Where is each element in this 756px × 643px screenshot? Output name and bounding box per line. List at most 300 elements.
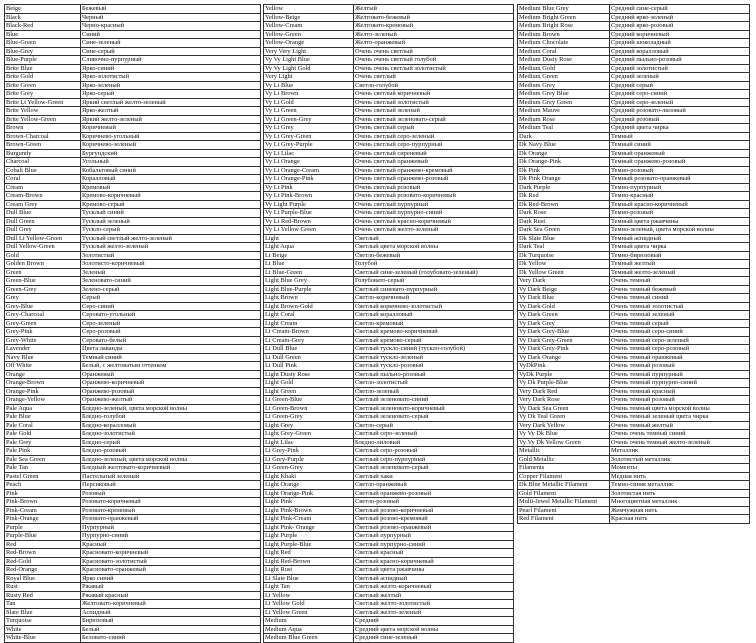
russian-color-name: Тусклый синий [81, 209, 261, 218]
table-row [264, 438, 514, 447]
russian-color-name: Тускло-серый [81, 226, 261, 235]
table-row [5, 73, 261, 82]
table-row [5, 192, 261, 201]
table-row [5, 515, 261, 524]
english-color-name: Lt Yellow [264, 591, 354, 600]
russian-color-name: Бледно-голубой [81, 413, 261, 422]
english-color-name: Lt Dull Green [264, 353, 354, 362]
english-color-name: Light Gold [264, 379, 354, 388]
table-row [264, 5, 514, 14]
table-row [5, 98, 261, 107]
english-color-name: Grey-Charcoal [5, 311, 81, 320]
english-color-name: Medium Green [518, 73, 610, 82]
russian-color-name: Жемчужная нить [610, 506, 750, 515]
russian-color-name: Очень светлый оранжево-кремовый [354, 166, 514, 175]
russian-color-name: Желтовато-бежевый [354, 13, 514, 22]
table-row [264, 81, 514, 90]
russian-color-name: Очень темный розовый [610, 396, 750, 405]
table-row [264, 98, 514, 107]
table-row [5, 183, 261, 192]
table-row [518, 413, 750, 422]
russian-color-name: Красновато-коричневый [81, 549, 261, 558]
table-row [5, 387, 261, 396]
table-row [5, 234, 261, 243]
russian-color-name: Очень светлый пурпурно-синий [354, 209, 514, 218]
english-color-name: Vy Lt Grey-Green [264, 132, 354, 141]
russian-color-name: Кобальтовый синий [81, 166, 261, 175]
russian-color-name: Средний зеленый [610, 73, 750, 82]
table-row [5, 591, 261, 600]
english-color-name: Brown-Green [5, 141, 81, 150]
table-row [5, 438, 261, 447]
russian-color-name: Зеленый [81, 268, 261, 277]
table-row [518, 200, 750, 209]
table-row [518, 251, 750, 260]
table-row [5, 464, 261, 473]
table-row [518, 81, 750, 90]
english-color-name: Light Orange [264, 481, 354, 490]
russian-color-name: Светло-золотистый [354, 379, 514, 388]
english-color-name: Vy Lt Red-Brown [264, 217, 354, 226]
english-color-name: Dk Pink [518, 166, 610, 175]
table-row [264, 175, 514, 184]
english-color-name: Brite Blue [5, 64, 81, 73]
english-color-name: Dull Lt Yellow-Green [5, 234, 81, 243]
table-row [264, 540, 514, 549]
russian-color-name: Светлый тускло-зеленый [354, 353, 514, 362]
table-row [518, 345, 750, 354]
english-color-name: Vy Lt Pink [264, 183, 354, 192]
table-row [518, 285, 750, 294]
russian-color-name: Красный [81, 540, 261, 549]
english-color-name: Turquoise [5, 617, 81, 626]
english-color-name: Brite Green [5, 81, 81, 90]
russian-color-name: Очень темный пурпурно-синий [610, 379, 750, 388]
english-color-name: Dull Green [5, 217, 81, 226]
russian-color-name: Ярко-желтый [81, 107, 261, 116]
russian-color-name: Коричнево-зеленый [81, 141, 261, 150]
russian-color-name: Красновато-оранжевый [81, 566, 261, 575]
russian-color-name: Очень очень светлый голубой [354, 56, 514, 65]
english-color-name: Red-Gold [5, 557, 81, 566]
russian-color-name: Бежевый [81, 5, 261, 14]
russian-color-name: Темно-пурпурный [610, 183, 750, 192]
table-row [264, 200, 514, 209]
english-color-name: VyDk Purple [518, 370, 610, 379]
english-color-name: Blue [5, 30, 81, 39]
english-color-name: Vy Dark Gold [518, 302, 610, 311]
table-row [5, 396, 261, 405]
russian-color-name: Желто-зеленый [354, 30, 514, 39]
english-color-name: Lt Beige [264, 251, 354, 260]
english-color-name: Pale Gold [5, 430, 81, 439]
table-row [518, 90, 750, 99]
table-row [264, 56, 514, 65]
english-color-name: Light Pink-Brown [264, 506, 354, 515]
english-color-name: Metallic [518, 447, 610, 456]
table-row [5, 404, 261, 413]
english-color-name: Pink-Brown [5, 498, 81, 507]
english-color-name: Black [5, 13, 81, 22]
table-row [5, 523, 261, 532]
english-color-name: Vy Lt Grey [264, 124, 354, 133]
english-color-name: Lt Green-Brown [264, 404, 354, 413]
table-row [518, 175, 750, 184]
russian-color-name: Светло-оранжевый [354, 481, 514, 490]
english-color-name: Medium Chocolate [518, 39, 610, 48]
russian-color-name: Темный [610, 132, 750, 141]
russian-color-name: Темно-розовый [610, 166, 750, 175]
english-color-name: Vy Vy Dk Blue [518, 430, 610, 439]
russian-color-name: Бледно-серый [81, 438, 261, 447]
table-row [518, 260, 750, 269]
russian-color-name: Бургундский [81, 149, 261, 158]
russian-color-name: Серо-розовый [81, 328, 261, 337]
table-row [518, 421, 750, 430]
russian-color-name: Кремово-серый [81, 200, 261, 209]
table-row [5, 64, 261, 73]
english-color-name: Light Orange-Pink [264, 489, 354, 498]
russian-color-name: Золотисто-коричневый [81, 260, 261, 269]
table-row [518, 39, 750, 48]
russian-color-name: Средний сине-серый [610, 5, 750, 14]
english-color-name: Vy Dark Grey-Green [518, 336, 610, 345]
english-color-name: Light Tan [264, 583, 354, 592]
english-color-name: Vy Dark Grey [518, 319, 610, 328]
english-color-name: Brite Yellow [5, 107, 81, 116]
english-color-name: Pearl Filament [518, 506, 610, 515]
russian-color-name: Светлый серо-пурпурный [354, 455, 514, 464]
table-body [518, 5, 750, 524]
russian-color-name: Светлый желто-зеленый [354, 608, 514, 617]
table-row [264, 158, 514, 167]
english-color-name: Slate Blue [5, 608, 81, 617]
table-row [5, 47, 261, 56]
table-row [264, 404, 514, 413]
table-row [264, 455, 514, 464]
table-row [518, 73, 750, 82]
russian-color-name: Темный желто-зеленый [610, 268, 750, 277]
table-body [5, 5, 261, 643]
english-color-name: Tan [5, 600, 81, 609]
russian-color-name: Серо-зеленый [81, 319, 261, 328]
table-row [5, 489, 261, 498]
table-row [264, 22, 514, 31]
russian-color-name: Ярко синий [81, 574, 261, 583]
english-color-name: Dk Navy Blue [518, 141, 610, 150]
english-color-name: Very Dark Yellow [518, 421, 610, 430]
english-color-name: Light Red-Brown [264, 557, 354, 566]
english-color-name: Light Cream [264, 319, 354, 328]
english-color-name: Green-Grey [5, 285, 81, 294]
russian-color-name: Средний серый [610, 81, 750, 90]
table-row [5, 166, 261, 175]
russian-color-name: Сине-зеленый [81, 39, 261, 48]
english-color-name: Light Pink-Cream [264, 515, 354, 524]
english-color-name: Vy Vy Dk Yellow Green [518, 438, 610, 447]
russian-color-name: Светлый синевато-пурпурный [354, 285, 514, 294]
russian-color-name: Светлый розово-кремовый [354, 515, 514, 524]
english-color-name: Light Red [264, 549, 354, 558]
russian-color-name: Очень темный пурпурный [610, 370, 750, 379]
table-row [264, 353, 514, 362]
english-color-name: Lt Yellow Gold [264, 600, 354, 609]
table-row [5, 600, 261, 609]
russian-color-name: Коричнево-угольный [81, 132, 261, 141]
table-row [518, 209, 750, 218]
table-row [518, 158, 750, 167]
table-row [518, 379, 750, 388]
table-row [264, 285, 514, 294]
russian-color-name: Яркий желто-зеленый [81, 115, 261, 124]
table-row [264, 149, 514, 158]
russian-color-name: Средний пыльно-розовый [610, 56, 750, 65]
color-table [517, 4, 750, 524]
table-row [264, 532, 514, 541]
english-color-name: Filaments [518, 464, 610, 473]
english-color-name: Lt Blue [264, 260, 354, 269]
english-color-name: Rusty Red [5, 591, 81, 600]
table-row [518, 5, 750, 14]
table-row [264, 549, 514, 558]
russian-color-name: Коралловый [81, 175, 261, 184]
russian-color-name: Пурпурно-синий [81, 532, 261, 541]
table-row [518, 447, 750, 456]
english-color-name: Medium Coral [518, 47, 610, 56]
table-row [264, 506, 514, 515]
russian-color-name: Сине-серый [81, 47, 261, 56]
table-row [5, 455, 261, 464]
english-color-name: Red-Brown [5, 549, 81, 558]
russian-color-name: Темно-синяя металлик [610, 481, 750, 490]
table-row [518, 396, 750, 405]
russian-color-name: Синий [81, 30, 261, 39]
russian-color-name: Средний цвета морской волны [354, 625, 514, 634]
english-color-name: Light Aqua [264, 243, 354, 252]
table-row [5, 13, 261, 22]
table-row [518, 56, 750, 65]
russian-color-name: Кремово-коричневый [81, 192, 261, 201]
english-color-name: Light Blue-Purple [264, 285, 354, 294]
russian-color-name: Оранжево-желтый [81, 396, 261, 405]
english-color-name: Lt Cream-Grey [264, 336, 354, 345]
russian-color-name: Очень очень светлый [354, 47, 514, 56]
english-color-name: Vy Lt Gold [264, 98, 354, 107]
color-table [4, 4, 261, 643]
table-row [264, 226, 514, 235]
table-row [5, 30, 261, 39]
table-row [5, 532, 261, 541]
russian-color-name: Очень очень темный желто-зеленый [610, 438, 750, 447]
russian-color-name: Очень светлый серый [354, 124, 514, 133]
english-color-name: Dk Red-Brown [518, 200, 610, 209]
table-row [264, 336, 514, 345]
table-row [264, 447, 514, 456]
russian-color-name: Очень темный [610, 277, 750, 286]
english-color-name: Yellow-Orange [264, 39, 354, 48]
english-color-name: Vy Lt Green [264, 107, 354, 116]
english-color-name: Pale Aqua [5, 404, 81, 413]
english-color-name: Light Pink- Orange [264, 523, 354, 532]
english-color-name: Gold [5, 251, 81, 260]
table-row [518, 141, 750, 150]
table-row [518, 370, 750, 379]
english-color-name: Very Dark Rose [518, 396, 610, 405]
english-color-name: Dark Purple [518, 183, 610, 192]
english-color-name: Light Purple [264, 532, 354, 541]
english-color-name: Dk Slate Blue [518, 234, 610, 243]
english-color-name: Copper Filament [518, 472, 610, 481]
russian-color-name: Очень темный серо-зеленый [610, 336, 750, 345]
english-color-name: Light Pink [264, 498, 354, 507]
russian-color-name: Темный желтый [610, 260, 750, 269]
russian-color-name: Светлый пурпурный [354, 532, 514, 541]
table-row [518, 64, 750, 73]
russian-color-name: Темный оранжево-розовый [610, 158, 750, 167]
english-color-name: Light Green [264, 387, 354, 396]
english-color-name: Grey-Pink [5, 328, 81, 337]
table-row [264, 472, 514, 481]
russian-color-name: Желтовато-коричневый [81, 600, 261, 609]
russian-color-name: Светлый цвета ржавчины [354, 566, 514, 575]
table-row [264, 370, 514, 379]
english-color-name: Light Purple-Blue [264, 540, 354, 549]
table-row [264, 64, 514, 73]
english-color-name: Lt Grey-Purple [264, 455, 354, 464]
english-color-name: Pink-Orange [5, 515, 81, 524]
english-color-name: Burgundy [5, 149, 81, 158]
table-row [264, 294, 514, 303]
table-row [264, 574, 514, 583]
russian-color-name: Светло-серый [354, 421, 514, 430]
table-row [5, 506, 261, 515]
russian-color-name: Очень темный серый [610, 319, 750, 328]
russian-color-name: Зелено-серый [81, 285, 261, 294]
color-table [263, 4, 514, 643]
english-color-name: White [5, 625, 81, 634]
table-row [5, 574, 261, 583]
table-row [518, 294, 750, 303]
russian-color-name: Очень светлый [354, 73, 514, 82]
english-color-name: Dk Yellow Green [518, 268, 610, 277]
table-row [264, 464, 514, 473]
russian-color-name: Средний ярко-зеленый [610, 13, 750, 22]
russian-color-name: Светлый зеленовато-коричневый [354, 404, 514, 413]
russian-color-name: Очень светлый пурпурный [354, 200, 514, 209]
table-row [5, 90, 261, 99]
table-row [264, 73, 514, 82]
russian-color-name: Оранжево-коричневый [81, 379, 261, 388]
table-row [518, 481, 750, 490]
table-row [518, 515, 750, 524]
english-color-name: Vy Dark Orange [518, 353, 610, 362]
russian-color-name: Черно-красный [81, 22, 261, 31]
english-color-name: Lt Yellow Green [264, 608, 354, 617]
russian-color-name: Очень темный зеленый [610, 311, 750, 320]
english-color-name: Pastel Green [5, 472, 81, 481]
english-color-name: Vy Light Purple [264, 200, 354, 209]
russian-color-name: Светлый [354, 234, 514, 243]
english-color-name: Vy Vy Light Blue [264, 56, 354, 65]
english-color-name: Brite Grey [5, 90, 81, 99]
table-row [264, 192, 514, 201]
table-row [264, 362, 514, 371]
russian-color-name: Очень светлый оранжево-розовый [354, 175, 514, 184]
english-color-name: Blue-Grey [5, 47, 81, 56]
russian-color-name: Очень светлый розовато-коричневый [354, 192, 514, 201]
english-color-name: Medium Brown [518, 30, 610, 39]
english-color-name: Pale Grey [5, 438, 81, 447]
english-color-name: Vy Lt Pink-Brown [264, 192, 354, 201]
english-color-name: Light Rust [264, 566, 354, 575]
russian-color-name: Очень светлый розовый [354, 183, 514, 192]
english-color-name: Light [264, 234, 354, 243]
english-color-name: Dk Yellow [518, 260, 610, 269]
table-row [264, 515, 514, 524]
english-color-name: Green [5, 268, 81, 277]
english-color-name: Yellow-Beige [264, 13, 354, 22]
russian-color-name: Серовато-белый [81, 336, 261, 345]
table-row [264, 124, 514, 133]
table-row [5, 328, 261, 337]
english-color-name: Medium Mauve [518, 107, 610, 116]
table-row [518, 234, 750, 243]
russian-color-name: Очень темный бежевый [610, 285, 750, 294]
russian-color-name: Беловато-синий [81, 634, 261, 643]
table-row [518, 438, 750, 447]
russian-color-name: Желтовато-кремовый [354, 22, 514, 31]
table-row [264, 141, 514, 150]
english-color-name: Grey-White [5, 336, 81, 345]
english-color-name: Lt Slate Blue [264, 574, 354, 583]
russian-color-name: Тусклый светлый желто-зеленый [81, 234, 261, 243]
table-row [264, 234, 514, 243]
russian-color-name: Темный цвета чирка [610, 243, 750, 252]
english-color-name: Vy Lt Brown [264, 90, 354, 99]
english-color-name: Orange-Brown [5, 379, 81, 388]
english-color-name: Cream [5, 183, 81, 192]
russian-color-name: Очень темный цвета морской волны [610, 404, 750, 413]
russian-color-name: Пастельный зеленый [81, 472, 261, 481]
english-color-name: Very Very Light [264, 47, 354, 56]
table-row [264, 413, 514, 422]
table-row [264, 311, 514, 320]
table-row [264, 523, 514, 532]
table-row [264, 421, 514, 430]
russian-color-name: Средний цвета чирка [610, 124, 750, 133]
russian-color-name: Металлик [610, 447, 750, 456]
table-row [5, 608, 261, 617]
table-row [264, 591, 514, 600]
table-row [264, 489, 514, 498]
russian-color-name: Серовато-угольный [81, 311, 261, 320]
table-row [5, 22, 261, 31]
english-color-name: Vy Lt Grey-Purple [264, 141, 354, 150]
table-row [5, 540, 261, 549]
russian-color-name: Тусклый зеленый [81, 217, 261, 226]
russian-color-name: Светлый кремово-коричневый [354, 328, 514, 337]
russian-color-name: Моменты [610, 464, 750, 473]
table-row [5, 277, 261, 286]
table-row [5, 617, 261, 626]
table-row [264, 183, 514, 192]
table-row [5, 294, 261, 303]
table-row [518, 353, 750, 362]
english-color-name: Medium Rose [518, 115, 610, 124]
russian-color-name: Светлый зеленовато-серый [354, 464, 514, 473]
english-color-name: Cream Grey [5, 200, 81, 209]
russian-color-name: Очень темный оранжевый [610, 353, 750, 362]
